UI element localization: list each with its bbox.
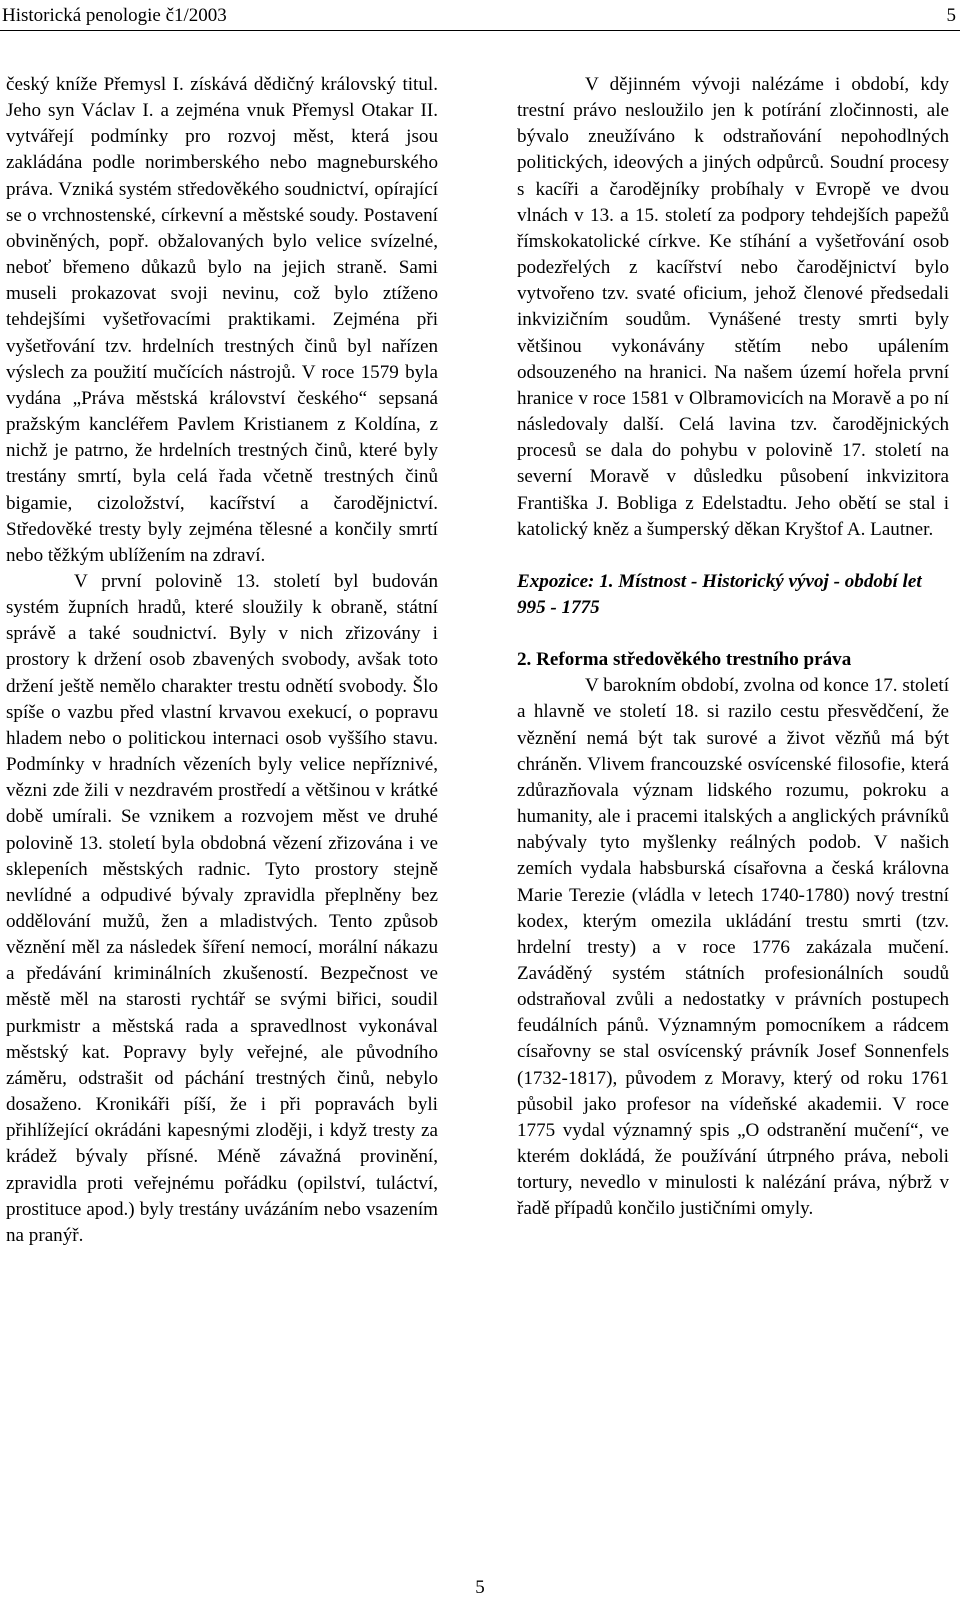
spacer bbox=[517, 543, 949, 569]
left-paragraph-2: V první polovině 13. století byl budován systém župních hradů, které sloužily k obraně, státní správě a také soudnictví. Byly v nich zřizovány i prostory k držení osob zbavených svobody, avšak toto držení ještě nemělo charakter trestu odnětí svobody. Šlo spíše o vazbu před vlastní krvavou exekucí, o popravu hladem nebo o politickou internaci osob vyššího stavu. Podmínky v hradních vězeních byly velice nepříznivé, vězni zde žili v nezdravém prostředí a většinou v krátké době umírali. Se vznikem a rozvojem měst ve druhé polovině 13. století byla obdobná vězení zřizována i ve sklepeních městských radnic. Tyto prostory stejně nevlídné a odpudivé bývaly zpravidla přeplněny bez oddělování mužů, žen a mladistvých. Tento způsob věznění měl za následek šíření nemocí, morální nákazu a předávání kriminálních zkušeností. Bezpečnost ve městě měl na starosti rychtář se svými biřici, soudil purkmistr a městská rada a spravedlnost vykonával městský kat. Popravy byly veřejné, ale původního záměru, odstrašit od páchání trestných činů, nebylo dosaženo. Kronikáři píší, že i při popravách byli přihlížející okrádáni kapesnými zloději, i když tresty za krádež bývaly přísné. Méně závažná provinění, zpravidla proti veřejnému pořádku (opilství, tuláctví, prostituce apod.) byly trestány uvázáním nebo vsazením na pranýř. bbox=[6, 570, 438, 1246]
header-rule bbox=[0, 30, 960, 31]
right-column bbox=[517, 72, 949, 1223]
header-page-number: 5 bbox=[946, 5, 956, 26]
footer-page-number: 5 bbox=[475, 1577, 485, 1598]
journal-title: Historická penologie č1/2003 bbox=[2, 5, 227, 26]
running-header bbox=[0, 4, 960, 30]
right-paragraph-2: V barokním období, zvolna od konce 17. století a hlavně ve století 18. si razilo cestu přesvědčení, že věznění nemá být tak surové a život vězňů má být chráněn. Vlivem francouzské osvícenské filosofie, která zdůrazňovala význam lidského rozumu, pokroku a humanity, ale i pracemi italských a anglických právníků nabývaly tyto myšlenky reálných podob. V našich zemích vydala habsburská císařovna a česká královna Marie Terezie (vládla v letech 1740-1780) nový trestní kodex, kterým omezila ukládání trestu smrti (tzv. hrdelní tresty) a v roce 1776 zakázala mučení. Zaváděný systém státních profesionálních soudů odstraňoval zvůli a nedostatky v právních postupech feudálních pánů. Významným pomocníkem a rádcem císařovny se stal osvícenský právník Josef Sonnenfels (1732-1817), původem z Moravy, který od roku 1761 působil jako profesor na vídeňské akademii. V roce 1775 vydal významný spis „O odstranění mučení“, ve kterém dokládá, že používání útrpného práva, neboli tortury, nevedlo v minulosti k nalézání práva, nýbrž v řadě případů končilo justičními omyly. bbox=[517, 675, 949, 1220]
section-heading: 2. Reforma středověkého trestního práva bbox=[517, 649, 852, 671]
spacer bbox=[517, 621, 949, 647]
exhibit-label: Expozice: 1. Místnost - Historický vývoj - období let 995 - 1775 bbox=[517, 570, 922, 618]
left-paragraph-1: český kníže Přemysl I. získává dědičný královský titul. Jeho syn Václav I. a zejména vnuk Přemysl Otakar II. vytvářejí podmínky pro rozvoj měst, která jsou zakládána podle norimberského nebo magneburského práva. Vzniká systém středověkého soudnictví, opírající se o vrchnostenské, církevní a městské soudy. Postavení obviněných, popř. obžalovaných bylo velice svízelné, neboť břemeno důkazů bylo na jejich straně. Sami museli prokazovat svoji nevinu, což bylo ztíženo tehdejšími vyšetřovacími praktikami. Zejména při vyšetřování tzv. hrdelních trestných činů byl nařízen výslech za použití mučících nástrojů. V roce 1579 byla vydána „Práva městská království českého“ sepsaná pražským kancléřem Pavlem Kristianem z Koldína, z nichž je patrno, že hrdelních trestných činů, které byly trestány smrtí, byla celá řada včetně trestných činů bigamie, cizoložství, kacířství a čarodějnictví. Středověké tresty byly zejména tělesné a končily smrtí nebo těžkým ublížením na zdraví. bbox=[6, 74, 438, 566]
right-paragraph-1: V dějinném vývoji nalézáme i období, kdy trestní právo nesloužilo jen k potírání zločinnosti, ale bývalo zneužíváno k odstraňování nepohodlných politických, ideových a jiných odpůrců. Soudní procesy s kacíři a čarodějníky probíhaly v Evropě ve dvou vlnách v 13. a 15. století za podpory tehdejších papežů římskokatolické církve. Ke stíhání a vyšetřování osob podezřelých z kacířství nebo čarodějnictví bylo vytvořeno tzv. svaté oficium, jehož členové předsedali inkvizičním soudům. Vynášené tresty smrti byly většinou vykonávány stětím nebo upálením odsouzeného na hranici. Na našem území hořela první hranice v roce 1581 v Olbramovicích na Moravě a po ní následovaly další. Celá lavina tzv. čarodějnických procesů se dala do pohybu v polovině 17. století na severní Moravě v důsledku působení inkvizitora Františka J. Bobliga z Edelstadtu. Jeho obětí se stal i katolický kněz a šumperský děkan Kryštof A. Lautner. bbox=[517, 74, 949, 540]
left-column bbox=[6, 72, 438, 1249]
